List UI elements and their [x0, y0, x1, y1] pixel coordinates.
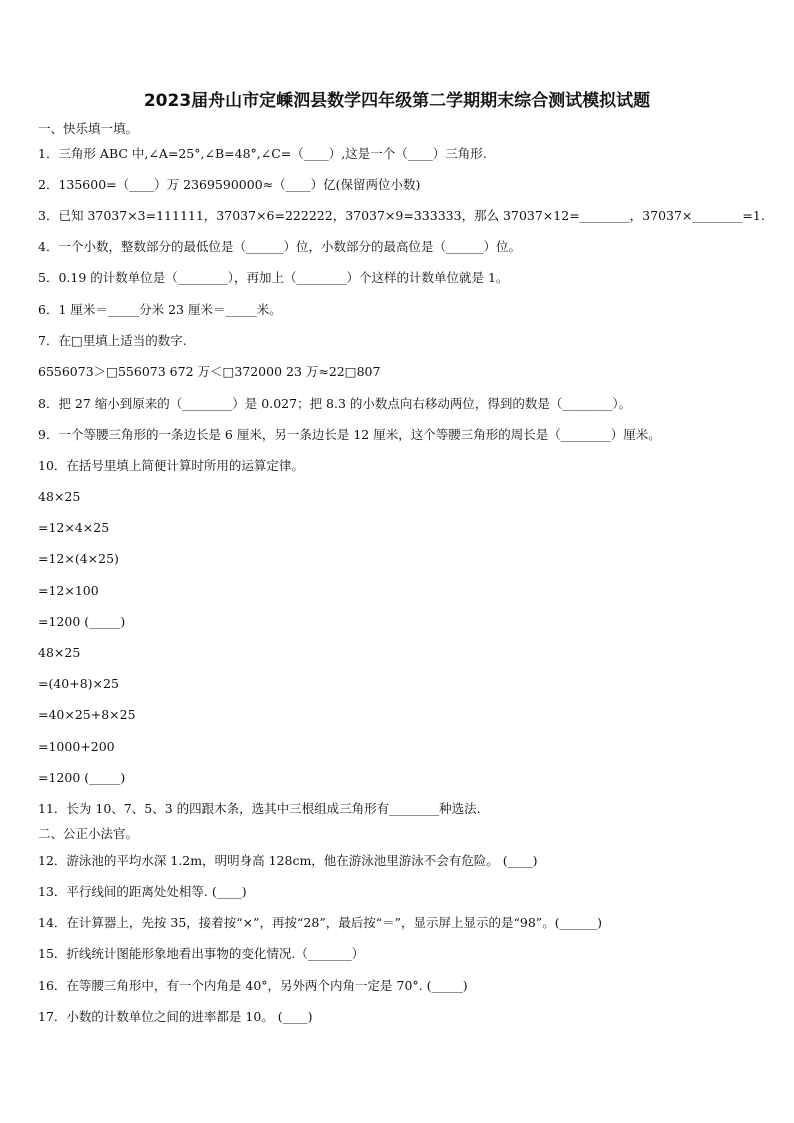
question-15: 15．折线统计图能形象地看出事物的变化情况.（_______）: [38, 946, 365, 961]
calc-line: 48×25: [38, 489, 81, 504]
question-13: 13．平行线间的距离处处相等. (____): [38, 884, 247, 899]
question-4: 4．一个小数，整数部分的最低位是（______）位，小数部分的最高位是（______）位。: [38, 239, 521, 254]
calc-line: =(40+8)×25: [38, 676, 119, 691]
question-7-items: 6556073＞□556073 672 万＜□372000 23 万≈22□807: [38, 364, 381, 379]
question-12: 12．游泳池的平均水深 1.2m，明明身高 128cm，他在游泳池里游泳不会有危险。 (____): [38, 853, 538, 868]
question-2: 2．135600=（____）万 2369590000≈（____）亿(保留两位小数): [38, 177, 421, 192]
calc-line: =1200 (_____): [38, 614, 126, 629]
question-3: 3．已知 37037×3=111111，37037×6=222222，37037×9=333333，那么 37037×12=________，37037×________=1.: [38, 208, 765, 223]
section-heading-fill-in: 一、快乐填一填。: [38, 121, 139, 136]
question-10: 10．在括号里填上简便计算时所用的运算定律。: [38, 458, 304, 473]
question-16: 16．在等腰三角形中，有一个内角是 40°，另外两个内角一定是 70°. (_____): [38, 978, 468, 993]
calc-line: =1000+200: [38, 739, 115, 754]
calc-line: =12×(4×25): [38, 551, 119, 566]
section-heading-true-false: 二、公正小法官。: [38, 826, 139, 841]
question-1: 1．三角形 ABC 中,∠A=25°,∠B=48°,∠C=（____）,这是一个（____）三角形.: [38, 146, 487, 161]
question-14: 14．在计算器上，先按 35，接着按“×”，再按“28”，最后按“＝”，显示屏上显示的是“98”。(______): [38, 915, 602, 930]
calc-line: =1200 (_____): [38, 770, 126, 785]
question-17: 17．小数的计数单位之间的进率都是 10。 (____): [38, 1009, 313, 1024]
question-9: 9．一个等腰三角形的一条边长是 6 厘米，另一条边长是 12 厘米，这个等腰三角形的周长是（________）厘米。: [38, 427, 661, 442]
question-5: 5．0.19 的计数单位是（________），再加上（________）个这样的计数单位就是 1。: [38, 270, 509, 285]
calc-line: 48×25: [38, 645, 81, 660]
page-title: 2023届舟山市定嵊泗县数学四年级第二学期期末综合测试模拟试题: [143, 91, 651, 111]
question-11: 11．长为 10、7、5、3 的四跟木条，选其中三根组成三角形有________种选法.: [38, 801, 481, 816]
question-7: 7．在□里填上适当的数字.: [38, 333, 187, 348]
calc-line: =40×25+8×25: [38, 707, 136, 722]
question-6: 6．1 厘米＝_____分米 23 厘米＝_____米。: [38, 302, 282, 317]
calc-line: =12×4×25: [38, 520, 110, 535]
calc-line: =12×100: [38, 583, 99, 598]
question-8: 8．把 27 缩小到原来的（________）是 0.027；把 8.3 的小数点向右移动两位，得到的数是（________）。: [38, 396, 632, 411]
